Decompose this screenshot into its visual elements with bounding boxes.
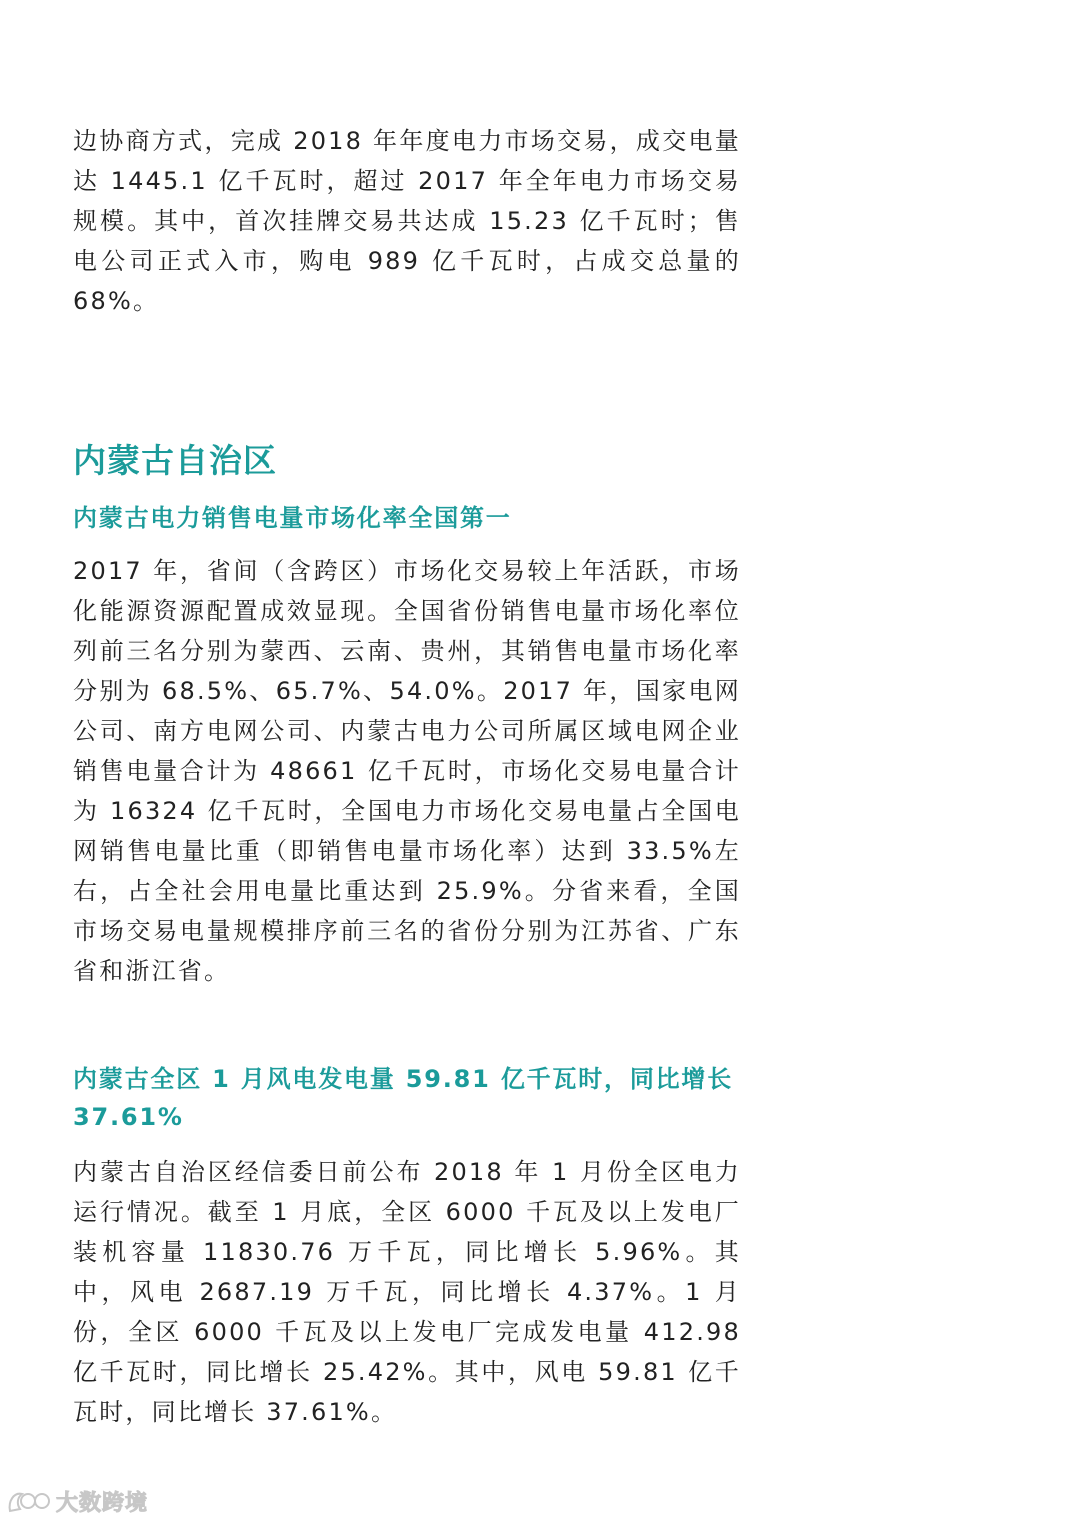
section-title: 内蒙古自治区 bbox=[73, 441, 277, 480]
intro-paragraph: 边协商方式，完成 2018 年年度电力市场交易，成交电量达 1445.1 亿千瓦时，超过 2017 年全年电力市场交易规模。其中，首次挂牌交易共达成 15.23 亿千瓦时；售电公司正式入市，购电 989 亿千瓦时，占成交总量的 68%。 bbox=[73, 127, 741, 315]
subsection-body-wind-power: 内蒙古自治区经信委日前公布 2018 年 1 月份全区电力运行情况。截至 1 月底，全区 6000 千瓦及以上发电厂装机容量 11830.76 万千瓦，同比增长 5.96%。其中，风电 2687.19 万千瓦，同比增长 4.37%。1 月份，全区 6000 千瓦及以上发电厂完成发电量 412.98 亿千瓦时，同比增长 25.42%。其中，风电 59.81 亿千瓦时，同比增长 37.61%。 bbox=[73, 1158, 741, 1426]
subsection-heading-wind-power: 内蒙古全区 1 月风电发电量 59.81 亿千瓦时，同比增长 37.61% bbox=[73, 1065, 734, 1131]
subsection-heading-market-rate: 内蒙古电力销售电量市场化率全国第一 bbox=[73, 504, 512, 532]
watermark bbox=[6, 1486, 148, 1517]
subsection-body-market-rate: 2017 年，省间（含跨区）市场化交易较上年活跃，市场化能源资源配置成效显现。全国省份销售电量市场化率位列前三名分别为蒙西、云南、贵州，其销售电量市场化率分别为 68.5%、65.7%、54.0%。2017 年，国家电网公司、南方电网公司、内蒙古电力公司所属区域电网企业销售电量合计为 48661 亿千瓦时，市场化交易电量合计为 16324 亿千瓦时，全国电力市场化交易电量占全国电网销售电量比重（即销售电量市场化率）达到 33.5%左右，占全社会用电量比重达到 25.9%。分省来看，全国市场交易电量规模排序前三名的省份分别为江苏省、广东省和浙江省。 bbox=[73, 557, 741, 985]
logo-icon bbox=[6, 1487, 52, 1517]
watermark-text: 大数跨境 bbox=[56, 1491, 149, 1516]
